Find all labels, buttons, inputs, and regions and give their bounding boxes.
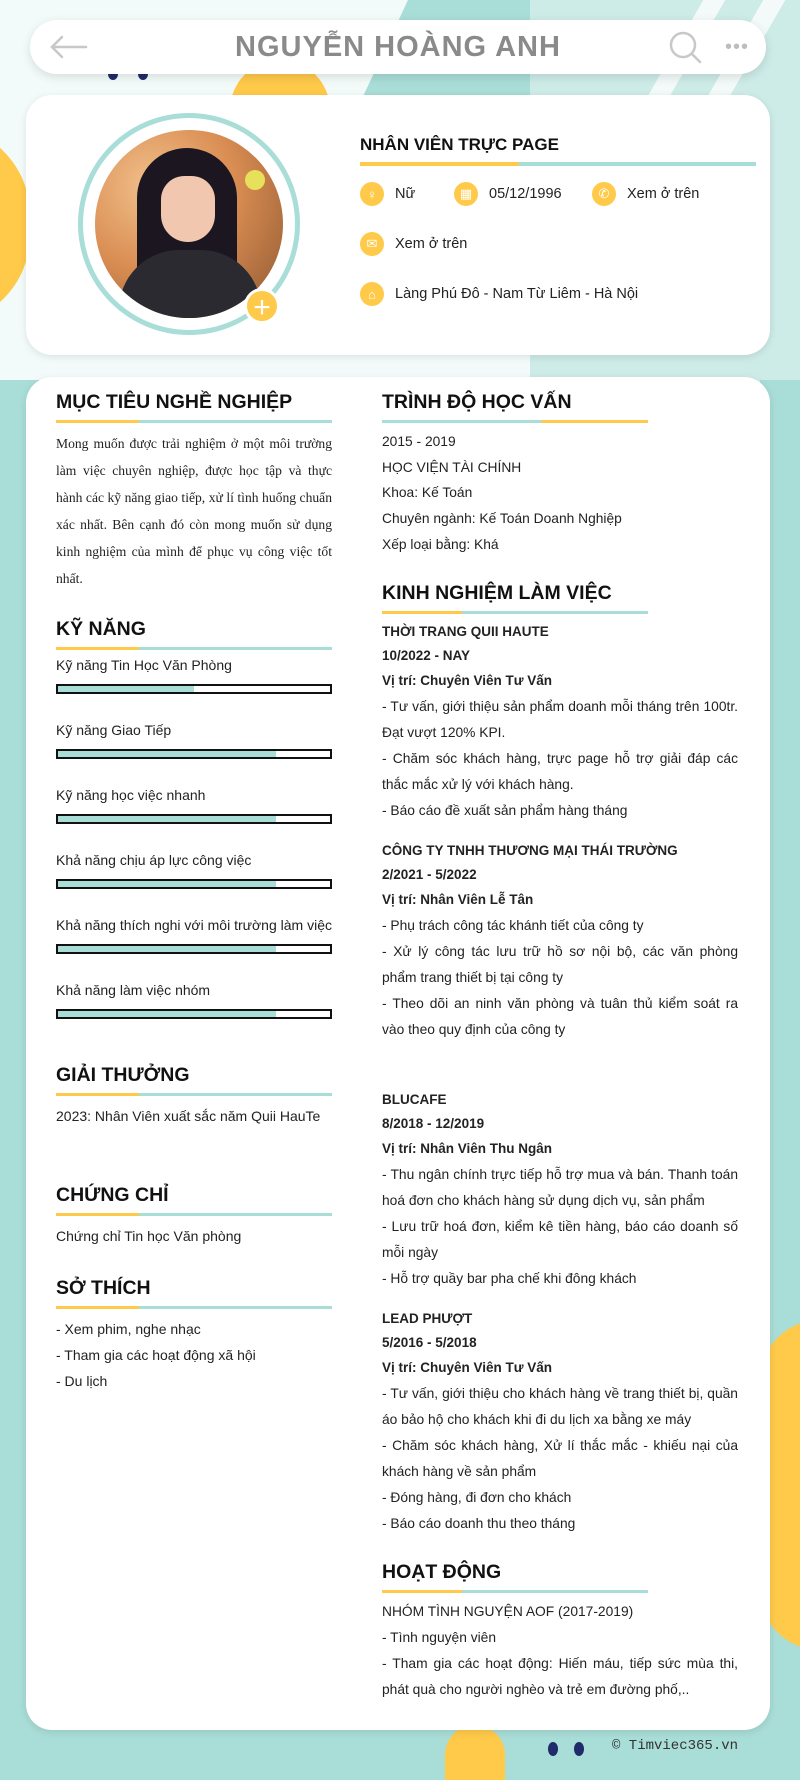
job-duty: - Hỗ trợ quầy bar pha chế khi đông khách xyxy=(382,1271,637,1286)
job-duty: - Báo cáo doanh thu theo tháng xyxy=(382,1516,576,1531)
skill-label: Khả năng chịu áp lực công việc xyxy=(56,852,252,868)
job-duty: - Lưu trữ hoá đơn, kiểm kê tiền hàng, báo cáo doanh số mỗi ngày xyxy=(382,1219,738,1260)
skill-level-bar xyxy=(56,684,332,694)
birthday-value: 05/12/1996 xyxy=(489,186,562,202)
education-line: HỌC VIỆN TÀI CHÍNH xyxy=(382,460,522,475)
gender-value: Nữ xyxy=(395,186,416,202)
search-icon[interactable] xyxy=(668,30,702,64)
job-company: LEAD PHƯỢT xyxy=(382,1311,473,1326)
home-icon: ⌂ xyxy=(360,282,384,306)
section-title-experience: KINH NGHIỆM LÀM VIỆC xyxy=(382,582,612,604)
bg-shape xyxy=(445,1725,505,1780)
skill-level-fill xyxy=(58,751,276,757)
skill-level-bar xyxy=(56,1009,332,1019)
objective-text: Mong muốn được trải nghiệm ở một môi trường làm việc chuyên nghiệp, được học tập và thực hành các kỹ năng giao tiếp, xử lí tình huống chuẩn xác nhất. Bên cạnh đó còn mong muốn sử dụng kinh nghiệm của mình để phục vụ công việc tốt nhất. xyxy=(56,436,332,586)
certificate-item: Chứng chỉ Tin học Văn phòng xyxy=(56,1228,242,1244)
divider xyxy=(382,420,648,423)
job-period: 5/2016 - 5/2018 xyxy=(382,1335,477,1350)
divider xyxy=(56,647,332,650)
job-period: 2/2021 - 5/2022 xyxy=(382,867,477,882)
info-address xyxy=(360,282,638,306)
activity-line: NHÓM TÌNH NGUYỆN AOF (2017-2019) xyxy=(382,1604,634,1619)
bg-dot xyxy=(574,1742,584,1756)
job-company: THỜI TRANG QUII HAUTE xyxy=(382,624,549,639)
section-title-awards: GIẢI THƯỞNG xyxy=(56,1064,190,1086)
skill-level-bar xyxy=(56,749,332,759)
phone-value: Xem ở trên xyxy=(627,186,700,202)
skill-level-bar xyxy=(56,814,332,824)
section-title-certificates: CHỨNG CHỈ xyxy=(56,1184,169,1206)
job-duty: - Đóng hàng, đi đơn cho khách xyxy=(382,1490,572,1505)
activity-line: - Tham gia các hoạt động: Hiến máu, tiếp sức mùa thi, phát quà cho người nghèo và trẻ em đường phố,.. xyxy=(382,1656,738,1697)
job-duty: - Phụ trách công tác khánh tiết của công ty xyxy=(382,918,644,933)
job-period: 8/2018 - 12/2019 xyxy=(382,1116,485,1131)
education-line: Chuyên ngành: Kế Toán Doanh Nghiệp xyxy=(382,511,622,526)
section-title-education: TRÌNH ĐỘ HỌC VẤN xyxy=(382,391,572,413)
skill-level-bar xyxy=(56,944,332,954)
job-duty: - Chăm sóc khách hàng, trực page hỗ trợ giải đáp các thắc mắc xử lý với khách hàng. xyxy=(382,751,738,792)
education-line: Xếp loại bằng: Khá xyxy=(382,537,499,552)
divider xyxy=(382,611,648,614)
copyright: © Timviec365.vn xyxy=(612,1738,739,1754)
gender-icon: ♀ xyxy=(360,182,384,206)
section-title-hobbies: SỞ THÍCH xyxy=(56,1277,151,1299)
job-company: CÔNG TY TNHH THƯƠNG MẠI THÁI TRƯỜNG xyxy=(382,843,678,858)
more-icon[interactable]: ••• xyxy=(724,36,749,58)
skill-level-fill xyxy=(58,686,194,692)
info-birthday xyxy=(454,182,562,206)
hobby-item: - Tham gia các hoạt động xã hội xyxy=(56,1347,256,1363)
divider xyxy=(56,1213,332,1216)
job-duty: - Theo dõi an ninh văn phòng và tuân thủ kiểm soát ra vào theo quy định của công ty xyxy=(382,996,738,1037)
divider xyxy=(56,1306,332,1309)
hobby-item: - Xem phim, nghe nhạc xyxy=(56,1321,201,1337)
divider xyxy=(56,420,332,423)
resume-body xyxy=(26,377,770,1730)
email-value: Xem ở trên xyxy=(395,236,468,252)
job-position: Vị trí: Nhân Viên Lễ Tân xyxy=(382,892,534,907)
job-position: Vị trí: Chuyên Viên Tư Vấn xyxy=(382,1360,553,1375)
education-line: 2015 - 2019 xyxy=(382,434,456,449)
skill-level-fill xyxy=(58,946,276,952)
divider xyxy=(56,1093,332,1096)
job-title: NHÂN VIÊN TRỰC PAGE xyxy=(360,135,559,154)
skill-level-fill xyxy=(58,816,276,822)
job-duty: - Thu ngân chính trực tiếp hỗ trợ mua và bán. Thanh toán hoá đơn cho khách hàng sử dụng dịch vụ, sản phẩm xyxy=(382,1167,738,1208)
job-position: Vị trí: Nhân Viên Thu Ngân xyxy=(382,1141,553,1156)
skill-label: Kỹ năng Tin Học Văn Phòng xyxy=(56,657,232,673)
section-title-skills: KỸ NĂNG xyxy=(56,618,146,640)
arrow-left-icon[interactable] xyxy=(48,34,88,60)
skill-label: Kỹ năng học việc nhanh xyxy=(56,787,206,803)
mail-icon: ✉ xyxy=(360,232,384,256)
hobby-item: - Du lịch xyxy=(56,1373,108,1389)
skill-label: Khả năng thích nghi với môi trường làm việc xyxy=(56,917,332,933)
job-position: Vị trí: Chuyên Viên Tư Vấn xyxy=(382,673,553,688)
info-phone xyxy=(592,182,699,206)
bg-dot xyxy=(548,1742,558,1756)
info-email xyxy=(360,232,467,256)
job-duty: - Báo cáo đề xuất sản phẩm hàng tháng xyxy=(382,803,628,818)
divider xyxy=(382,1590,648,1593)
skill-level-bar xyxy=(56,879,332,889)
skill-level-fill xyxy=(58,1011,276,1017)
job-duty: - Chăm sóc khách hàng, Xử lí thắc mắc - khiếu nại của khách hàng về sản phẩm xyxy=(382,1438,738,1479)
job-period: 10/2022 - NAY xyxy=(382,648,471,663)
education-line: Khoa: Kế Toán xyxy=(382,485,473,500)
activity-line: - Tình nguyện viên xyxy=(382,1630,497,1645)
skill-level-fill xyxy=(58,881,276,887)
address-value: Làng Phú Đô - Nam Từ Liêm - Hà Nội xyxy=(395,286,639,302)
job-duty: - Xử lý công tác lưu trữ hồ sơ nội bộ, các văn phòng phẩm trang thiết bị tại công ty xyxy=(382,944,738,985)
candidate-name: NGUYỄN HOÀNG ANH xyxy=(235,30,561,63)
job-company: BLUCAFE xyxy=(382,1092,447,1107)
plus-icon[interactable]: + xyxy=(244,288,280,324)
skill-label: Khả năng làm việc nhóm xyxy=(56,982,211,998)
info-gender xyxy=(360,182,415,206)
award-item: 2023: Nhân Viên xuất sắc năm Quii HauTe xyxy=(56,1108,321,1124)
calendar-icon: ▦ xyxy=(454,182,478,206)
phone-icon: ✆ xyxy=(592,182,616,206)
header-bar xyxy=(30,20,766,74)
section-title-activities: HOẠT ĐỘNG xyxy=(382,1561,502,1583)
job-duty: - Tư vấn, giới thiệu sản phẩm doanh mỗi tháng trên 100tr. Đạt vượt 120% KPI. xyxy=(382,699,738,740)
divider xyxy=(360,162,756,166)
profile-card xyxy=(26,95,770,355)
skill-label: Kỹ năng Giao Tiếp xyxy=(56,722,172,738)
job-duty: - Tư vấn, giới thiệu cho khách hàng về trang thiết bị, quần áo bảo hộ cho khách khi đi du lịch xa bằng xe máy xyxy=(382,1386,738,1427)
section-title-objective: MỤC TIÊU NGHỀ NGHIỆP xyxy=(56,391,293,413)
